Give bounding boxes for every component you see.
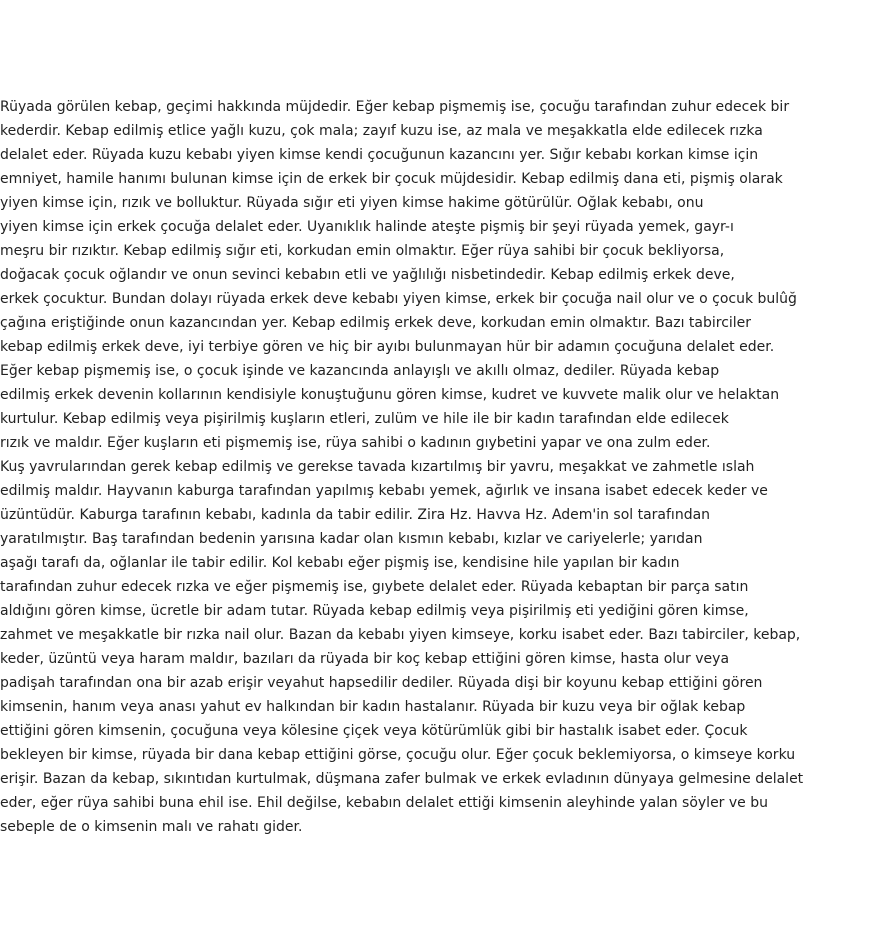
text-line: tarafından zuhur edecek rızka ve eğer pişmemiş ise, gıybete delalet eder. Rüyada kebaptan bir parça satın [0,579,749,595]
text-line: aşağı tarafı da, oğlanlar ile tabir edilir. Kol kebabı eğer pişmiş ise, kendisine hile yapılan bir kadın [0,555,680,571]
text-line: eder, eğer rüya sahibi buna ehil ise. Ehil değilse, kebabın delalet ettiği kimsenin aleyhinde yalan söyler ve bu [0,795,768,811]
text-line: Kuş yavrularından gerek kebap edilmiş ve gerekse tavada kızartılmış bir yavru, meşakkat ve zahmetle ıslah [0,459,755,475]
article-text [0,95,860,839]
text-line: meşru bir rızıktır. Kebap edilmiş sığır eti, korkudan emin olmaktır. Eğer rüya sahibi bir çocuk bekliyorsa, [0,243,725,259]
text-line: kebap edilmiş erkek deve, iyi terbiye gören ve hiç bir ayıbı bulunmayan hür bir adamın çocuğuna delalet eder. [0,339,775,355]
text-line: padişah tarafından ona bir azab erişir veyahut hapsedilir dediler. Rüyada dişi bir koyunu kebap ettiğini gören [0,675,763,691]
text-line: yiyen kimse için erkek çocuğa delalet eder. Uyanıklık halinde ateşte pişmiş bir şeyi rüyada yemek, gayr-ı [0,219,734,235]
text-line: erkek çocuktur. Bundan dolayı rüyada erkek deve kebabı yiyen kimse, erkek bir çocuğa nail olur ve o çocuk bulûğ [0,291,797,307]
text-line: sebeple de o kimsenin malı ve rahatı gider. [0,819,303,835]
text-line: kurtulur. Kebap edilmiş veya pişirilmiş kuşların etleri, zulüm ve hile ile bir kadın tarafından elde edilecek [0,411,729,427]
text-line: erişir. Bazan da kebap, sıkıntıdan kurtulmak, düşmana zafer bulmak ve erkek evladının dünyaya gelmesine delalet [0,771,804,787]
text-line: kimsenin, hanım veya anası yahut ev halkından bir kadın hastalanır. Rüyada bir kuzu veya bir oğlak kebap [0,699,746,715]
text-line: üzüntüdür. Kaburga tarafının kebabı, kadınla da tabir edilir. Zira Hz. Havva Hz. Adem'in sol tarafından [0,507,711,523]
text-line: çağına eriştiğinde onun kazancından yer. Kebap edilmiş erkek deve, korkudan emin olmaktır. Bazı tabirciler [0,315,752,331]
text-line: rızık ve maldır. Eğer kuşların eti pişmemiş ise, rüya sahibi o kadının gıybetini yapar ve ona zulm eder. [0,435,711,451]
text-line: keder, üzüntü veya haram maldır, bazıları da rüyada bir koç kebap ettiğini gören kimse, hasta olur veya [0,651,730,667]
text-line: yaratılmıştır. Baş tarafından bedenin yarısına kadar olan kısmın kebabı, kızlar ve cariyelerle; yarıdan [0,531,703,547]
text-line: bekleyen bir kimse, rüyada bir dana kebap ettiğini görse, çocuğu olur. Eğer çocuk beklemiyorsa, o kimseye korku [0,747,796,763]
text-line: ettiğini gören kimsenin, çocuğuna veya kölesine çiçek veya kötürümlük gibi bir hastalık isabet eder. Çocuk [0,723,748,739]
text-line: edilmiş maldır. Hayvanın kaburga tarafından yapılmış kebabı yemek, ağırlık ve insana isabet edecek keder ve [0,483,768,499]
text-line: Eğer kebap pişmemiş ise, o çocuk işinde ve kazancında anlayışlı ve akıllı olmaz, dediler. Rüyada kebap [0,363,720,379]
text-line: Rüyada görülen kebap, geçimi hakkında müjdedir. Eğer kebap pişmemiş ise, çocuğu tarafından zuhur edecek bir [0,99,790,115]
text-line: delalet eder. Rüyada kuzu kebabı yiyen kimse kendi çocuğunun kazancını yer. Sığır kebabı korkan kimse için [0,147,759,163]
text-line: edilmiş erkek devenin kollarının kendisiyle konuştuğunu gören kimse, kudret ve kuvvete malik olur ve helaktan [0,387,780,403]
text-line: doğacak çocuk oğlandır ve onun sevinci kebabın etli ve yağlılığı nisbetindedir. Kebap edilmiş erkek deve, [0,267,735,283]
text-line: aldığını gören kimse, ücretle bir adam tutar. Rüyada kebap edilmiş veya pişirilmiş eti yediğini gören kimse, [0,603,749,619]
text-line: yiyen kimse için, rızık ve bolluktur. Rüyada sığır eti yiyen kimse hakime götürülür. Oğlak kebabı, onu [0,195,704,211]
text-line: zahmet ve meşakkatle bir rızka nail olur. Bazan da kebabı yiyen kimseye, korku isabet eder. Bazı tabirciler, kebap, [0,627,801,643]
text-line: emniyet, hamile hanımı bulunan kimse için de erkek bir çocuk müjdesidir. Kebap edilmiş dana eti, pişmiş olarak [0,171,783,187]
text-line: kederdir. Kebap edilmiş etlice yağlı kuzu, çok mala; zayıf kuzu ise, az mala ve meşakkatla elde edilecek rızka [0,123,763,139]
